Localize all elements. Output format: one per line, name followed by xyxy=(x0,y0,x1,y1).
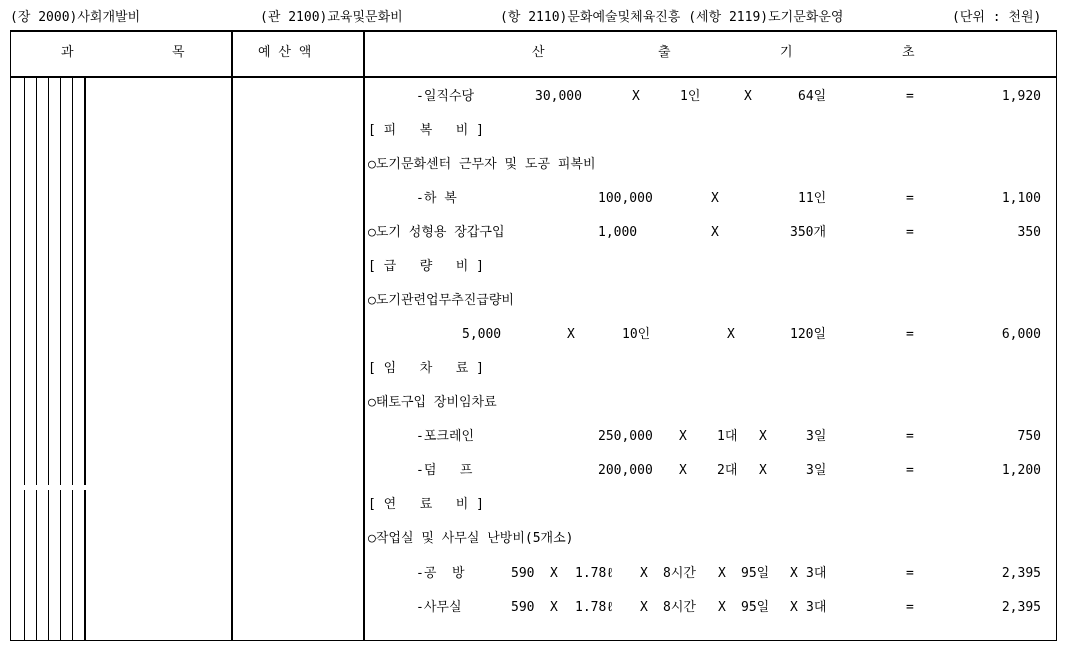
quantity: 95일 xyxy=(741,566,770,581)
section-heading: [ 임 차 료 ] xyxy=(368,361,484,376)
gap-budget-border xyxy=(231,485,233,490)
quantity: 120일 xyxy=(790,327,827,342)
quantity: 1.78ℓ xyxy=(575,600,615,615)
operator: X xyxy=(718,566,726,581)
table-header-border xyxy=(10,76,1057,78)
amount: 6,000 xyxy=(1001,327,1041,342)
operator: X xyxy=(640,600,648,615)
amount: 1,200 xyxy=(1001,463,1041,478)
quantity: 1대 xyxy=(717,429,738,444)
operator: X xyxy=(550,566,558,581)
item-label: -하 복 xyxy=(416,191,457,206)
col-header-basis-3: 기 xyxy=(780,45,793,60)
table-top-border xyxy=(10,30,1057,32)
col-header-budget: 예 산 액 xyxy=(258,45,312,60)
subcol-line-4 xyxy=(60,78,61,640)
unit-price: 5,000 xyxy=(462,327,502,342)
equals-sign: = xyxy=(906,463,914,478)
operator: X xyxy=(790,600,798,615)
quantity: 1인 xyxy=(680,89,701,104)
unit-price: 590 xyxy=(511,600,535,615)
quantity: 3일 xyxy=(806,429,827,444)
quantity: 350개 xyxy=(790,225,827,240)
operator: X xyxy=(679,463,687,478)
operator: X xyxy=(744,89,752,104)
operator: X xyxy=(632,89,640,104)
operator: X xyxy=(550,600,558,615)
group-heading: ○작업실 및 사무실 난방비(5개소) xyxy=(368,531,574,546)
group-heading: ○도기문화센터 근무자 및 도공 피복비 xyxy=(368,157,596,172)
operator: X xyxy=(679,429,687,444)
unit-price: 200,000 xyxy=(598,463,653,478)
quantity: 3대 xyxy=(806,600,827,615)
amount: 2,395 xyxy=(1001,566,1041,581)
equals-sign: = xyxy=(906,89,914,104)
equals-sign: = xyxy=(906,191,914,206)
operator: X xyxy=(718,600,726,615)
quantity: 11인 xyxy=(798,191,827,206)
item-label: -덤 프 xyxy=(416,463,473,478)
quantity: 3일 xyxy=(806,463,827,478)
col-header-gwamok-2: 목 xyxy=(172,45,185,60)
subcol-line-1 xyxy=(24,78,25,640)
header-jang: (장 2000)사회개발비 xyxy=(10,10,141,25)
equals-sign: = xyxy=(906,225,914,240)
operator: X xyxy=(567,327,575,342)
amount: 2,395 xyxy=(1001,600,1041,615)
section-heading: [ 연 료 비 ] xyxy=(368,497,484,512)
quantity: 95일 xyxy=(741,600,770,615)
subcol-line-2 xyxy=(36,78,37,640)
group-heading: ○도기관련업무추진급량비 xyxy=(368,293,514,308)
col-header-basis-1: 산 xyxy=(532,45,545,60)
item-label: -공 방 xyxy=(416,566,465,581)
operator: X xyxy=(759,429,767,444)
operator: X xyxy=(790,566,798,581)
operator: X xyxy=(711,191,719,206)
table-right-border xyxy=(1056,30,1057,641)
quantity: 64일 xyxy=(798,89,827,104)
quantity: 1.78ℓ xyxy=(575,566,615,581)
unit-price: 1,000 xyxy=(598,225,638,240)
unit-price: 30,000 xyxy=(535,89,582,104)
quantity: 10인 xyxy=(622,327,651,342)
amount: 1,920 xyxy=(1001,89,1041,104)
section-heading: [ 피 복 비 ] xyxy=(368,123,484,138)
col-header-gwamok-1: 과 xyxy=(61,45,74,60)
section-heading: [ 급 량 비 ] xyxy=(368,259,484,274)
col-divider-basis xyxy=(363,30,365,641)
item-label: -일직수당 xyxy=(416,89,475,104)
page-break-gap xyxy=(11,485,363,490)
unit-price: 100,000 xyxy=(598,191,653,206)
subcol-line-5 xyxy=(72,78,73,640)
table-bottom-border xyxy=(10,640,1057,641)
unit-price: 590 xyxy=(511,566,535,581)
quantity: 8시간 xyxy=(663,600,696,615)
equals-sign: = xyxy=(906,429,914,444)
gap-basis-border xyxy=(363,485,365,490)
unit-price: 250,000 xyxy=(598,429,653,444)
quantity: 8시간 xyxy=(663,566,696,581)
operator: X xyxy=(759,463,767,478)
subcol-line-6 xyxy=(84,78,86,640)
quantity: 3대 xyxy=(806,566,827,581)
col-divider-budget xyxy=(231,30,233,641)
item-label: -사무실 xyxy=(416,600,462,615)
item-label: -포크레인 xyxy=(416,429,475,444)
group-heading: ○태토구입 장비임차료 xyxy=(368,395,497,410)
header-unit: (단위 : 천원) xyxy=(952,10,1042,25)
quantity: 2대 xyxy=(717,463,738,478)
operator: X xyxy=(711,225,719,240)
header-gwan: (관 2100)교육및문화비 xyxy=(260,10,403,25)
col-header-basis-2: 출 xyxy=(658,45,671,60)
equals-sign: = xyxy=(906,600,914,615)
operator: X xyxy=(640,566,648,581)
gap-left-border xyxy=(10,485,11,490)
group-heading: ○도기 성형용 장갑구입 xyxy=(368,225,505,240)
equals-sign: = xyxy=(906,327,914,342)
table-left-border xyxy=(10,30,11,641)
amount: 750 xyxy=(1017,429,1041,444)
amount: 1,100 xyxy=(1001,191,1041,206)
header-hang: (항 2110)문화예술및체육진흥 (세항 2119)도기문화운영 xyxy=(500,10,844,25)
subcol-line-3 xyxy=(48,78,49,640)
amount: 350 xyxy=(1017,225,1041,240)
operator: X xyxy=(727,327,735,342)
equals-sign: = xyxy=(906,566,914,581)
col-header-basis-4: 초 xyxy=(902,45,915,60)
